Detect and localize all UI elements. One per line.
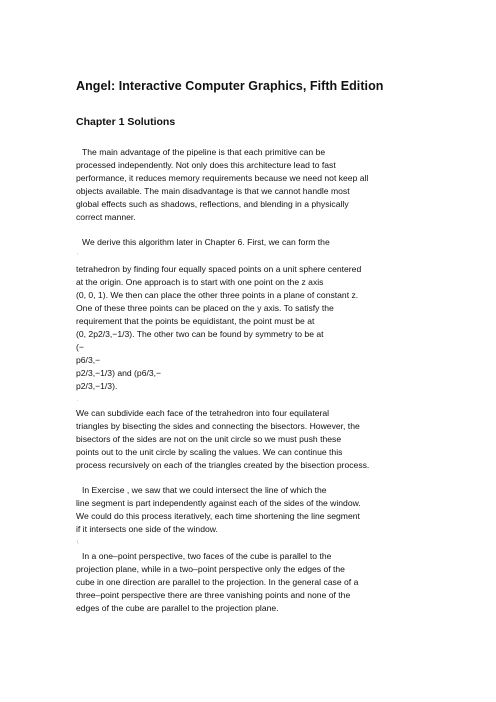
paragraph-line: if it intersects one side of the window. [76,524,218,534]
paragraph-line: One of these three points can be placed on the y axis. To satisfy the [76,303,334,313]
paragraph-line: at the origin. One approach is to start with one point on the z axis [76,277,324,287]
paragraph-line: In Exercise , we saw that we could intersect the line of which the [82,485,327,495]
paragraph-line: (0, 0, 1). We then can place the other three points in a plane of constant z. [76,290,359,300]
paragraph-line: projection plane, while in a two–point perspective only the edges of the [76,564,345,574]
paragraph-line: process recursively on each of the triangles created by the bisection process. [76,460,370,470]
paragraph-line: In a one–point perspective, two faces of the cube is parallel to the [82,551,332,561]
paragraph-line: global effects such as shadows, reflections, and blending in a physically [76,199,349,209]
paragraph-line: performance, it reduces memory requirements because we need not keep all [76,173,369,183]
paragraph-line: cube in one direction are parallel to the projection. In the general case of a [76,577,359,587]
paragraph-line: triangles by bisecting the sides and connecting the bisectors. However, the [76,421,360,431]
stray-mark: ' [77,253,78,259]
paragraph-line: three–point perspective there are three vanishing points and none of the [76,590,351,600]
chapter-heading: Chapter 1 Solutions [76,116,176,128]
document-title: Angel: Interactive Computer Graphics, Fifth Edition [76,79,384,93]
paragraph-line: edges of the cube are parallel to the projection plane. [76,603,279,613]
paragraph-line: The main advantage of the pipeline is that each primitive can be [82,147,326,157]
paragraph-line: (0, 2p2/3,−1/3). The other two can be found by symmetry to be at [76,329,324,339]
paragraph-line: p2/3,−1/3) and (p6/3,− [76,368,162,378]
paragraph-line: We could do this process iteratively, each time shortening the line segment [76,511,360,521]
paragraph-line: p2/3,−1/3). [76,381,118,391]
paragraph-line: bisectors of the sides are not on the unit circle so we must push these [76,434,342,444]
paragraph-line: line segment is part independently against each of the sides of the window. [76,498,361,508]
paragraph-line: points out to the unit circle by scaling the values. We can continue this [76,447,343,457]
paragraph-line: p6/3,− [76,355,101,365]
paragraph-line: processed independently. Not only does this architecture lead to fast [76,160,336,170]
paragraph-line: requirement that the points be equidistant, the point must be at [76,316,315,326]
paragraph-line: tetrahedron by finding four equally spaced points on a unit sphere centered [76,264,362,274]
paragraph-line: We derive this algorithm later in Chapter 6. First, we can form the [82,237,330,247]
stray-mark: . [77,397,79,403]
paragraph-line: correct manner. [76,212,136,222]
paragraph-line: (− [76,342,84,352]
paragraph-line: We can subdivide each face of the tetrahedron into four equilateral [76,408,330,418]
paragraph-line: objects available. The main disadvantage is that we cannot handle most [76,186,350,196]
stray-mark: \ [77,540,79,546]
